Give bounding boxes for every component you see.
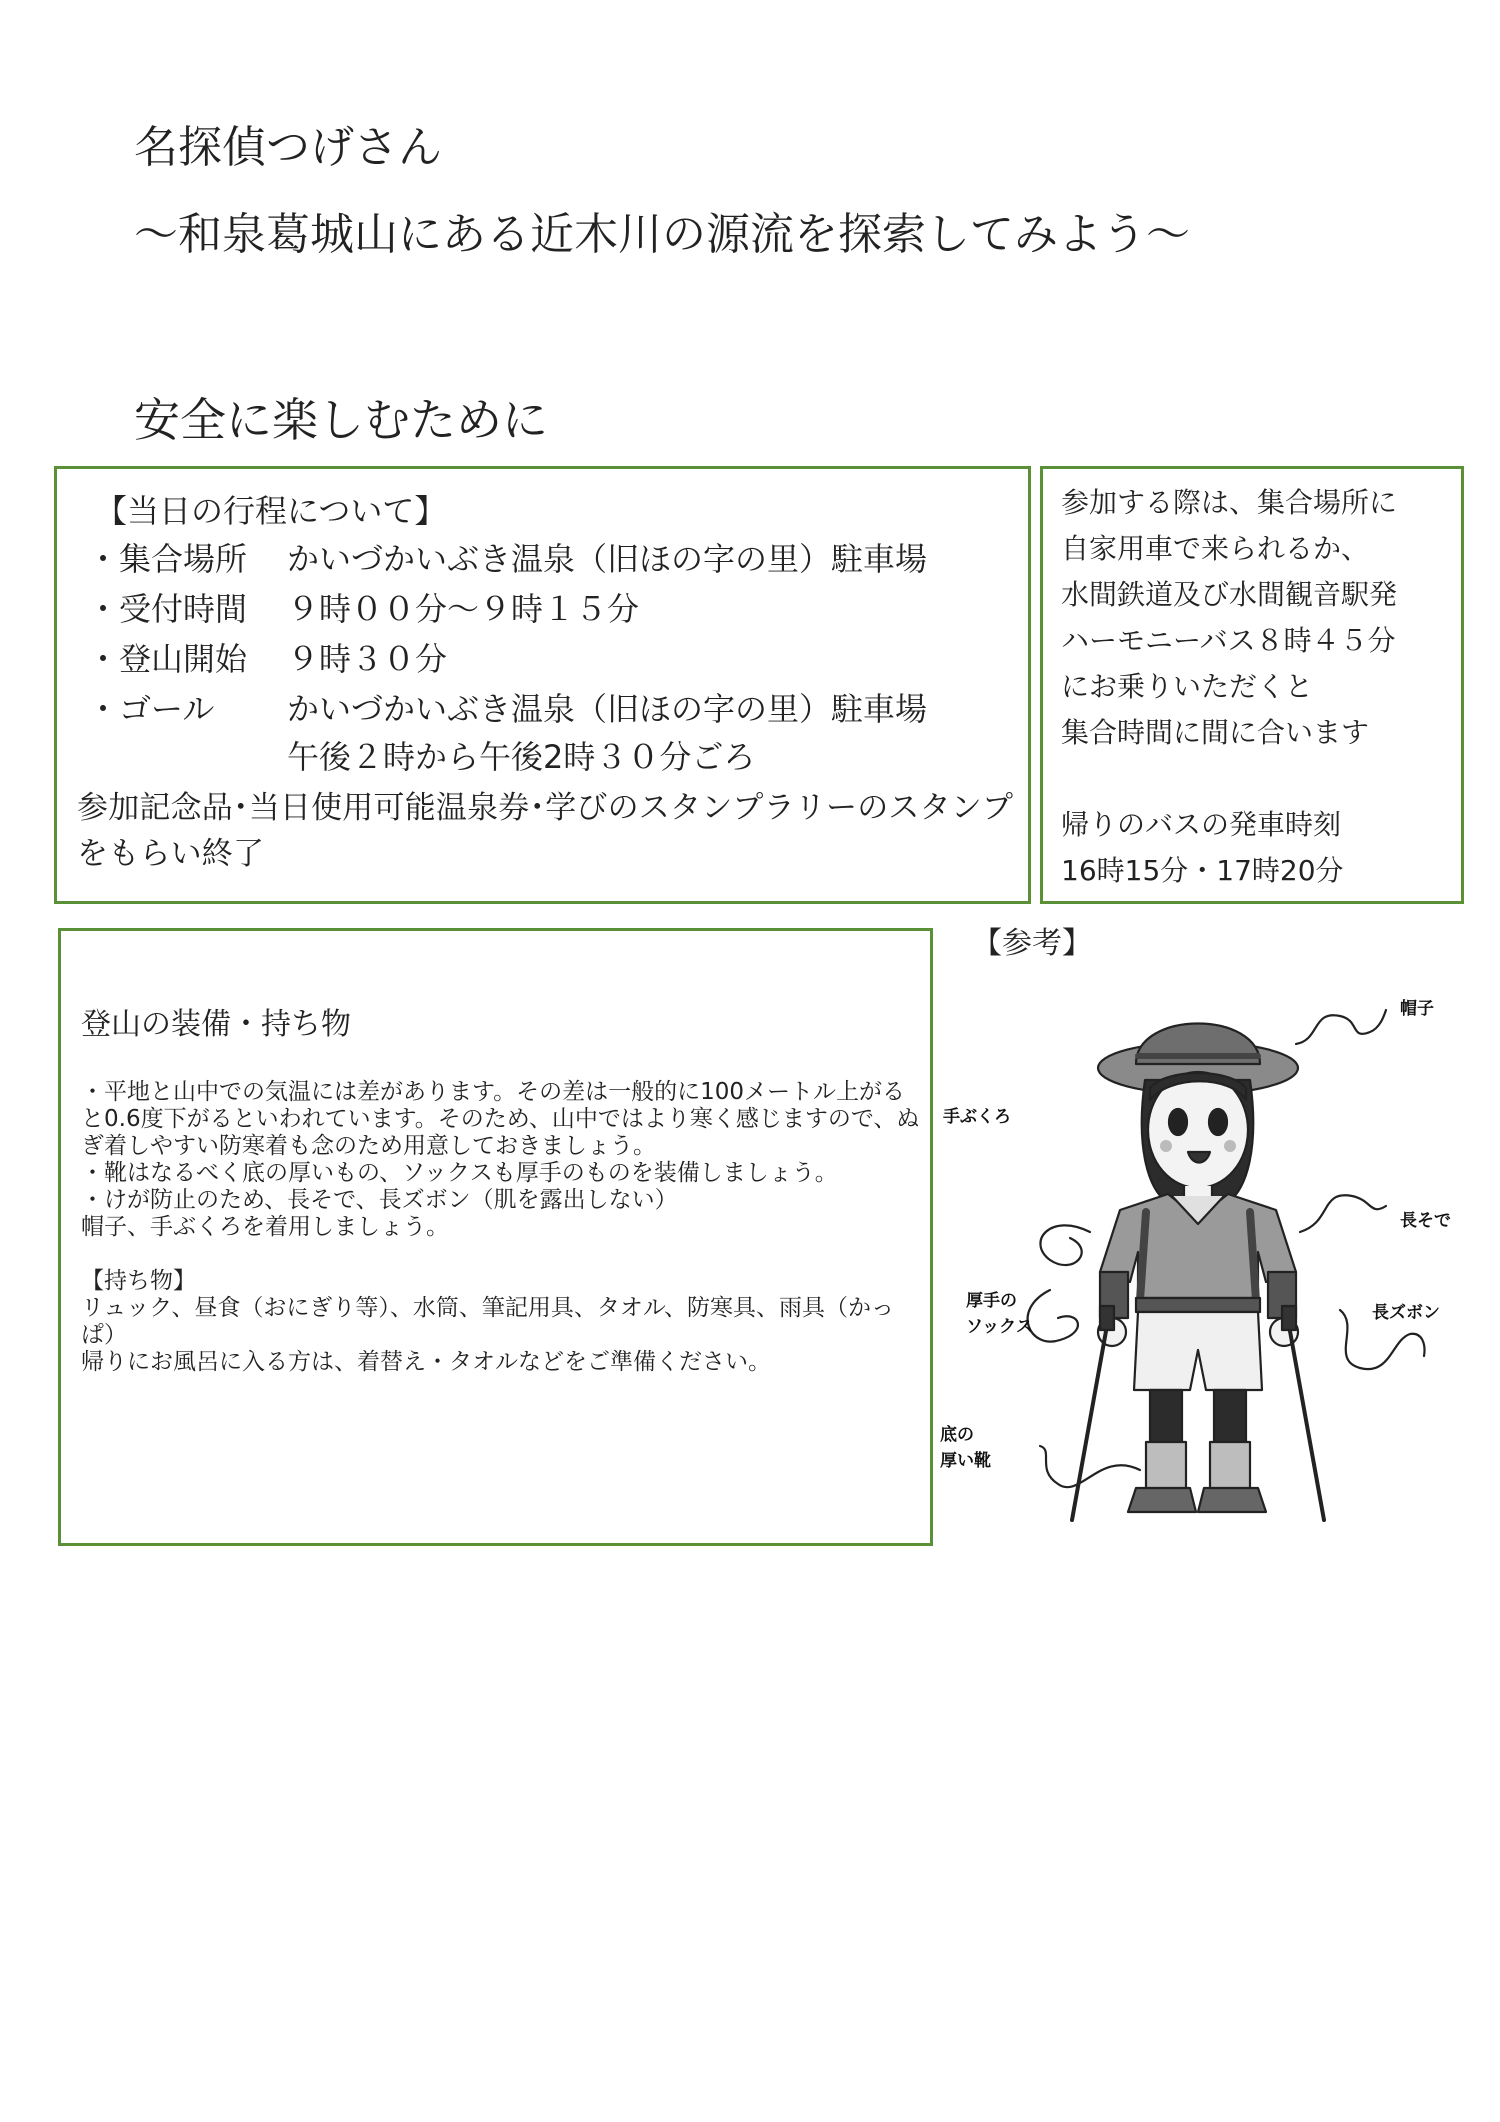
access-line: 自家用車で来られるか、 [1061,532,1370,565]
equipment-paragraph: ・平地と山中での気温には差があります。その差は一般的に100メートル上がると0.6度下がるといわれています。そのため、山中ではより寒く感じますので、ぬぎ着しやすい防寒着も念のため用意しておきましょう。 [81,1079,920,1159]
schedule-goal-time: 午後２時から午後2時３０分ごろ [287,738,756,776]
access-line: 水間鉄道及び水間観音駅発 [1061,578,1398,611]
schedule-row-reception [87,587,639,631]
callout-hat: 帽子 [1400,999,1434,1019]
schedule-row-meeting-place [87,537,927,581]
schedule-label: ・登山開始 [87,640,248,678]
access-line: 16時15分・17時20分 [1061,854,1344,887]
schedule-note: 参加記念品･当日使用可能温泉券･学びのスタンプラリーのスタンプをもらい終了 [77,790,1014,872]
access-box [1040,466,1464,904]
callout-shoes-line1: 底の [940,1425,974,1445]
items-line: 帰りにお風呂に入る方は、着替え・タオルなどをご準備ください。 [81,1349,771,1375]
equipment-paragraph: ・靴はなるべく底の厚いもの、ソックスも厚手のものを装備しましょう。 [81,1160,838,1186]
items-line: リュック、昼食（おにぎり等）、水筒、筆記用具、タオル、防寒具、雨具（かっぱ） [81,1295,895,1348]
items-heading: 【持ち物】 [81,1268,196,1294]
access-line: にお乗りいただくと [1061,670,1314,703]
callout-gloves: 手ぶくろ [943,1107,1011,1127]
schedule-value: かいづかいぶき温泉（旧ほの字の里）駐車場 [287,540,928,578]
callout-socks-line2: ソックス [966,1317,1033,1337]
equipment-box [58,928,933,1546]
hiker-illustration [940,980,1460,1540]
schedule-value: かいづかいぶき温泉（旧ほの字の里）駐車場 [287,690,928,728]
schedule-row-start [87,637,447,681]
schedule-value: ９時３０分 [287,640,448,678]
access-line: ハーモニーバス８時４５分 [1061,624,1396,657]
equipment-paragraph: 帽子、手ぶくろを着用しましょう。 [81,1214,449,1240]
callout-socks-line1: 厚手の [966,1291,1017,1311]
schedule-value: ９時００分〜９時１５分 [287,590,640,628]
reference-heading: 【参考】 [972,926,1092,961]
schedule-box [54,466,1031,904]
schedule-label: ・受付時間 [87,590,248,628]
equipment-body [81,1079,921,1376]
schedule-label: ・集合場所 [87,540,248,578]
access-line: 参加する際は、集合場所に [1061,486,1398,519]
schedule-heading: 【当日の行程について】 [95,492,447,530]
callout-long-pants: 長ズボン [1372,1303,1440,1323]
equipment-paragraph: ・けが防止のため、長そで、長ズボン（肌を露出しない） [81,1187,678,1213]
equipment-title: 登山の装備・持ち物 [81,1007,351,1042]
access-line: 帰りのバスの発車時刻 [1061,808,1342,841]
schedule-label: ・ゴール [87,690,215,728]
callout-shoes-line2: 厚い靴 [940,1451,991,1471]
page-title: 名探偵つげさん [134,122,442,173]
page-subtitle: 〜和泉葛城山にある近木川の源流を探索してみよう〜 [134,209,1190,260]
access-line: 集合時間に間に合います [1061,716,1370,749]
section-heading: 安全に楽しむために [134,393,548,447]
callout-long-sleeves: 長そで [1400,1211,1451,1231]
schedule-row-goal [87,687,927,731]
